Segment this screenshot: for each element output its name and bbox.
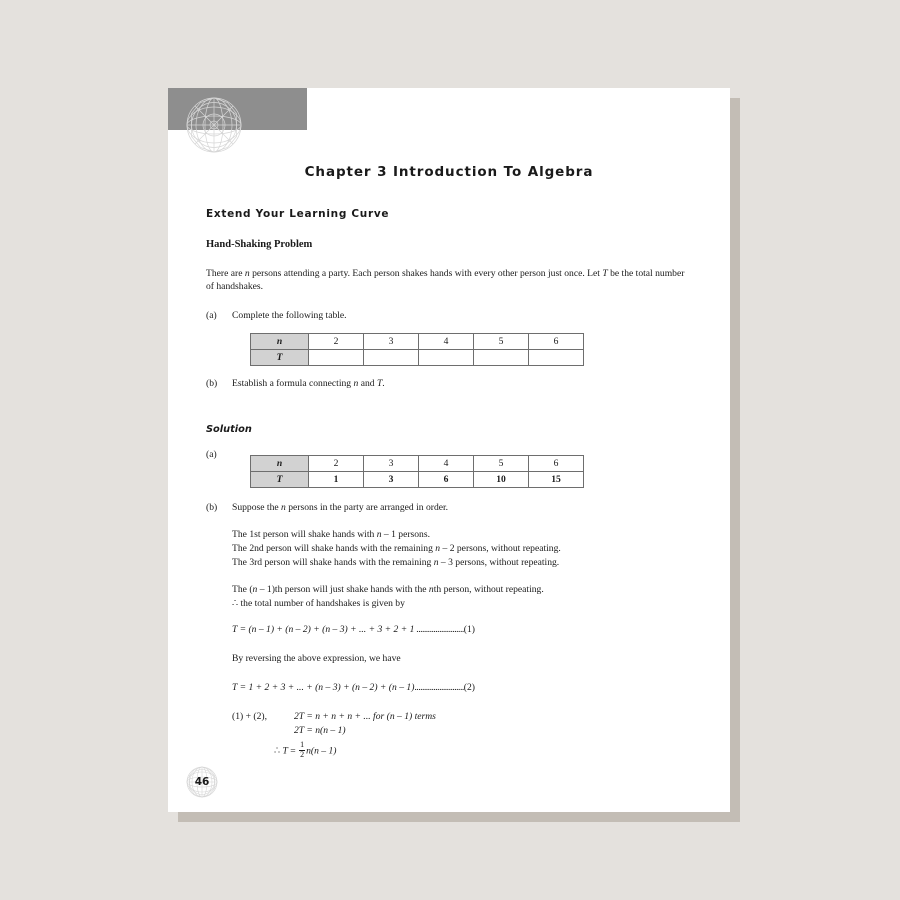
solution-t-cell: 6 [419, 472, 474, 488]
derivation-line-2 [232, 542, 692, 556]
sum-equations [294, 710, 436, 738]
blank-n-cell: 6 [529, 333, 584, 349]
solution-t-cell: 3 [364, 472, 419, 488]
derivation-line-1-var: n [376, 529, 382, 541]
intro-paragraph [206, 267, 692, 293]
derivation-line-3-tail: – 3 persons, without repeating. [438, 557, 560, 569]
blank-n-cell: 5 [474, 333, 529, 349]
question-b-var-t: T [376, 377, 383, 389]
solution-b-text [232, 501, 692, 514]
blank-row-head-t: T [251, 349, 309, 365]
solution-n-cell: 6 [529, 456, 584, 472]
handshake-blank-table [250, 333, 584, 366]
handshake-solution-table [250, 455, 584, 488]
equation-3: 2T = n + n + n + ... for (n – 1) terms [294, 710, 436, 722]
page-number: 46 [194, 776, 210, 788]
sum-label: (1) + (2), [232, 710, 267, 722]
problem-heading: Hand-Shaking Problem [206, 239, 313, 250]
solution-item-b [206, 501, 692, 514]
derivation-line-2-var: n [435, 543, 441, 555]
fraction-denominator: 2 [300, 749, 305, 759]
page-content [206, 208, 692, 759]
solution-a-label: (a) [206, 448, 217, 460]
solution-table-wrapper [250, 455, 692, 488]
solution-b-text-1: Suppose the [232, 502, 282, 514]
equation-1 [232, 623, 692, 637]
derivation-line-4-tail: th person, without repeating. [433, 584, 544, 596]
equation-2-lhs: T [232, 681, 238, 693]
equation-1-lhs: T [232, 623, 238, 635]
chapter-title: Chapter 3 Introduction To Algebra [304, 164, 594, 180]
derivation-line-4-mid: – 1)th person will just shake hands with the [257, 584, 429, 596]
blank-t-cell[interactable] [474, 349, 529, 365]
solution-n-cell: 5 [474, 456, 529, 472]
solution-row-head-n: n [251, 456, 309, 472]
blank-t-cell[interactable] [419, 349, 474, 365]
equation-2-rhs: = 1 + 2 + 3 + ... + (n – 3) + (n – 2) + (n – 1) [237, 681, 415, 693]
blank-table-wrapper [250, 333, 692, 366]
table-row-t [251, 472, 584, 488]
blank-n-cell: 3 [364, 333, 419, 349]
derivation-line-4-var1: n [252, 584, 258, 596]
sum-equations-row [232, 710, 692, 738]
intro-text-1: There are [206, 268, 245, 279]
derivation-line-3-var: n [433, 557, 439, 569]
solution-heading: Solution [206, 423, 252, 435]
equation-1-rhs: = (n – 1) + (n – 2) + (n – 3) + ... + 3 + 2 + 1 [237, 623, 415, 635]
equation-1-number: (1) [463, 623, 475, 635]
blank-n-cell: 4 [419, 333, 474, 349]
blank-row-head-n: n [251, 333, 309, 349]
solution-t-cell: 15 [529, 472, 584, 488]
question-b-label: (b) [206, 377, 218, 389]
solution-row-head-t: T [251, 472, 309, 488]
reverse-text: By reversing the above expression, we have [232, 652, 401, 664]
blank-t-cell[interactable] [364, 349, 419, 365]
solution-t-cell: 10 [474, 472, 529, 488]
question-b-text-1: Establish a formula connecting [232, 377, 354, 389]
derivation-line-2-text: The 2nd person will shake hands with the remaining [232, 543, 436, 555]
blank-n-cell: 2 [309, 333, 364, 349]
equation-2-leader: .......................... [414, 681, 464, 693]
solution-b-label: (b) [206, 502, 218, 514]
fraction-numerator: 1 [300, 740, 305, 750]
derivation-line-4 [232, 583, 692, 597]
derivation-line-3-text: The 3rd person will shake hands with the remaining [232, 557, 434, 569]
derivation-block [206, 528, 692, 759]
final-equation-row [232, 741, 692, 759]
table-row-n [251, 456, 584, 472]
solution-n-cell: 3 [364, 456, 419, 472]
derivation-line-2-tail: – 2 persons, without repeating. [440, 543, 561, 555]
blank-t-cell[interactable] [529, 349, 584, 365]
question-b-text-3: . [382, 377, 385, 389]
one-half-fraction [299, 741, 305, 758]
equation-2 [232, 681, 692, 695]
solution-b-text-2: persons in the party are arranged in order. [285, 502, 449, 514]
section-heading: Extend Your Learning Curve [206, 208, 390, 220]
intro-var-t: T [602, 268, 608, 279]
question-item-a [206, 309, 692, 322]
intro-text-2: persons attending a party. Each person shakes hands with every other person just once. Let [249, 268, 603, 279]
header-gray-band [168, 88, 307, 130]
solution-n-cell: 2 [309, 456, 364, 472]
document-page [168, 88, 730, 812]
intro-var-n: n [244, 268, 250, 279]
derivation-line-4-text: The ( [232, 584, 253, 596]
question-b-var-n: n [353, 377, 359, 389]
solution-n-cell: 4 [419, 456, 474, 472]
solution-b-var-n: n [281, 502, 286, 514]
final-equation-tail: n(n – 1) [306, 746, 337, 758]
solution-t-cell: 1 [309, 472, 364, 488]
final-equation-equals: = [287, 746, 299, 758]
equation-1-leader: ......................... [414, 623, 464, 635]
intro-text-3: be the total number of handshakes. [206, 268, 685, 293]
derivation-line-1-tail: – 1 persons. [381, 529, 430, 541]
blank-t-cell[interactable] [309, 349, 364, 365]
final-equation-lhs: T [282, 746, 288, 758]
derivation-line-1-text: The 1st person will shake hands with [232, 529, 377, 541]
equation-4: 2T = n(n – 1) [294, 724, 346, 736]
equation-2-number: (2) [463, 681, 475, 693]
question-b-text [232, 377, 692, 390]
table-row-t [251, 349, 584, 365]
question-a-label: (a) [206, 310, 217, 322]
page-number-badge [184, 764, 220, 800]
final-therefore-symbol: ∴ [274, 746, 283, 758]
question-item-b [206, 377, 692, 390]
derivation-line-1 [232, 528, 692, 542]
derivation-line-3 [232, 556, 692, 570]
question-b-text-2: and [358, 377, 377, 389]
derivation-line-4-var2: n [428, 584, 434, 596]
derivation-line-5: ∴ the total number of handshakes is given by [232, 598, 405, 610]
question-a-text: Complete the following table. [232, 310, 347, 322]
table-row-n [251, 333, 584, 349]
